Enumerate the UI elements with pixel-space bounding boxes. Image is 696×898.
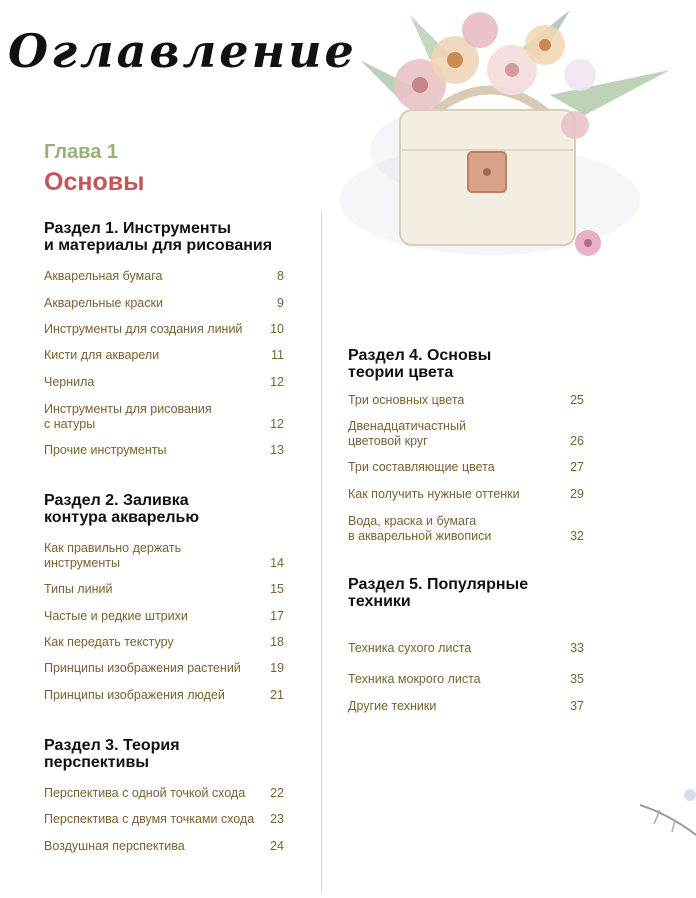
toc-item-page: 15 — [270, 582, 284, 596]
toc-item[interactable] — [348, 419, 584, 449]
toc-item-page: 32 — [570, 529, 584, 543]
toc-item-text: Как получить нужные оттенки — [348, 487, 520, 501]
watercolor-bag-with-flowers-icon — [340, 0, 696, 280]
toc-item-page: 12 — [270, 375, 284, 389]
toc-item-text: Три основных цвета — [348, 393, 465, 407]
toc-item-page: 8 — [277, 269, 284, 283]
toc-item-text: Три составляющие цвета — [348, 460, 495, 474]
toc-item[interactable] — [348, 699, 584, 714]
toc-item-text: Акварельная бумага — [44, 269, 163, 283]
toc-item-page: 11 — [271, 348, 284, 362]
toc-item[interactable] — [44, 661, 284, 676]
toc-item[interactable] — [44, 296, 284, 311]
toc-item[interactable] — [44, 609, 284, 624]
toc-item[interactable] — [44, 322, 284, 337]
toc-item[interactable] — [44, 635, 284, 650]
toc-item[interactable] — [44, 269, 284, 284]
toc-item-text: Техника сухого листа — [348, 641, 472, 655]
section-title-line: Раздел 5. Популярные техники — [348, 576, 529, 610]
toc-item-page: 12 — [270, 417, 284, 431]
page-title: Оглавление — [8, 24, 357, 78]
section-title — [44, 492, 199, 526]
chapter-number: Глава 1 — [44, 141, 119, 163]
section-title — [44, 220, 272, 254]
toc-item-page: 33 — [570, 641, 584, 655]
toc-item-text: Инструменты для рисования с натуры — [44, 402, 212, 431]
toc-item-text: Перспектива с одной точкой схода — [44, 786, 246, 800]
toc-item-page: 9 — [277, 296, 284, 310]
toc-item-page: 25 — [570, 393, 584, 407]
toc-item[interactable] — [44, 786, 284, 801]
section-title — [348, 576, 528, 610]
toc-item[interactable] — [44, 402, 284, 432]
toc-item-page: 18 — [270, 635, 284, 649]
toc-item[interactable] — [348, 460, 584, 475]
section-title — [348, 347, 491, 381]
toc-item-page: 26 — [570, 434, 584, 448]
section-title-line: Раздел 4. Основы теории цвета — [348, 347, 492, 381]
toc-item[interactable] — [44, 839, 284, 854]
toc-item-text: Двенадцатичастный цветовой круг — [348, 419, 466, 448]
section-title-line: Раздел 1. Инструменты и материалы для рисования — [44, 220, 273, 254]
toc-item[interactable] — [348, 393, 584, 408]
toc-item-page: 29 — [570, 487, 584, 501]
toc-item-text: Принципы изображения людей — [44, 688, 225, 702]
toc-item-text: Частые и редкие штрихи — [44, 609, 188, 623]
toc-item-page: 21 — [270, 688, 284, 702]
toc-item-text: Принципы изображения растений — [44, 661, 241, 675]
toc-item-text: Воздушная перспектива — [44, 839, 185, 853]
chapter-name: Основы — [44, 168, 145, 196]
toc-item[interactable] — [348, 672, 584, 687]
toc-item-text: Как правильно держать инструменты — [44, 541, 182, 570]
toc-item[interactable] — [348, 514, 584, 544]
toc-item[interactable] — [348, 487, 584, 502]
column-divider — [321, 212, 322, 892]
toc-item-page: 27 — [570, 460, 584, 474]
toc-item[interactable] — [44, 688, 284, 703]
toc-item-page: 19 — [270, 661, 284, 675]
toc-item[interactable] — [44, 582, 284, 597]
toc-item-text: Перспектива с двумя точками схода — [44, 812, 255, 826]
toc-item-page: 10 — [270, 322, 284, 336]
toc-item-page: 14 — [270, 556, 284, 570]
toc-item-text: Инструменты для создания линий — [44, 322, 243, 336]
toc-item-text: Прочие инструменты — [44, 443, 167, 457]
toc-item-text: Кисти для акварели — [44, 348, 160, 362]
toc-item[interactable] — [44, 541, 284, 571]
toc-item-text: Типы линий — [44, 582, 113, 596]
section-title-line: Раздел 3. Теория перспективы — [44, 737, 180, 771]
toc-item-text: Другие техники — [348, 699, 437, 713]
toc-item[interactable] — [44, 375, 284, 390]
toc-item[interactable] — [44, 812, 284, 827]
twig-icon — [640, 780, 696, 850]
section-title — [44, 737, 180, 771]
toc-item-text: Акварельные краски — [44, 296, 163, 310]
toc-item-page: 23 — [270, 812, 284, 826]
toc-item[interactable] — [44, 348, 284, 363]
toc-item-page: 22 — [270, 786, 284, 800]
toc-item-page: 13 — [270, 443, 284, 457]
toc-item[interactable] — [44, 443, 284, 458]
toc-item[interactable] — [348, 641, 584, 656]
toc-item-text: Чернила — [44, 375, 95, 389]
toc-item-page: 24 — [270, 839, 284, 853]
section-title-line: Раздел 2. Заливка контура акварелью — [44, 492, 200, 526]
toc-item-text: Вода, краска и бумага в акварельной живописи — [348, 514, 492, 543]
toc-item-page: 17 — [270, 609, 284, 623]
toc-item-page: 37 — [570, 699, 584, 713]
toc-item-text: Как передать текстуру — [44, 635, 174, 649]
toc-item-page: 35 — [570, 672, 584, 686]
toc-item-text: Техника мокрого листа — [348, 672, 481, 686]
